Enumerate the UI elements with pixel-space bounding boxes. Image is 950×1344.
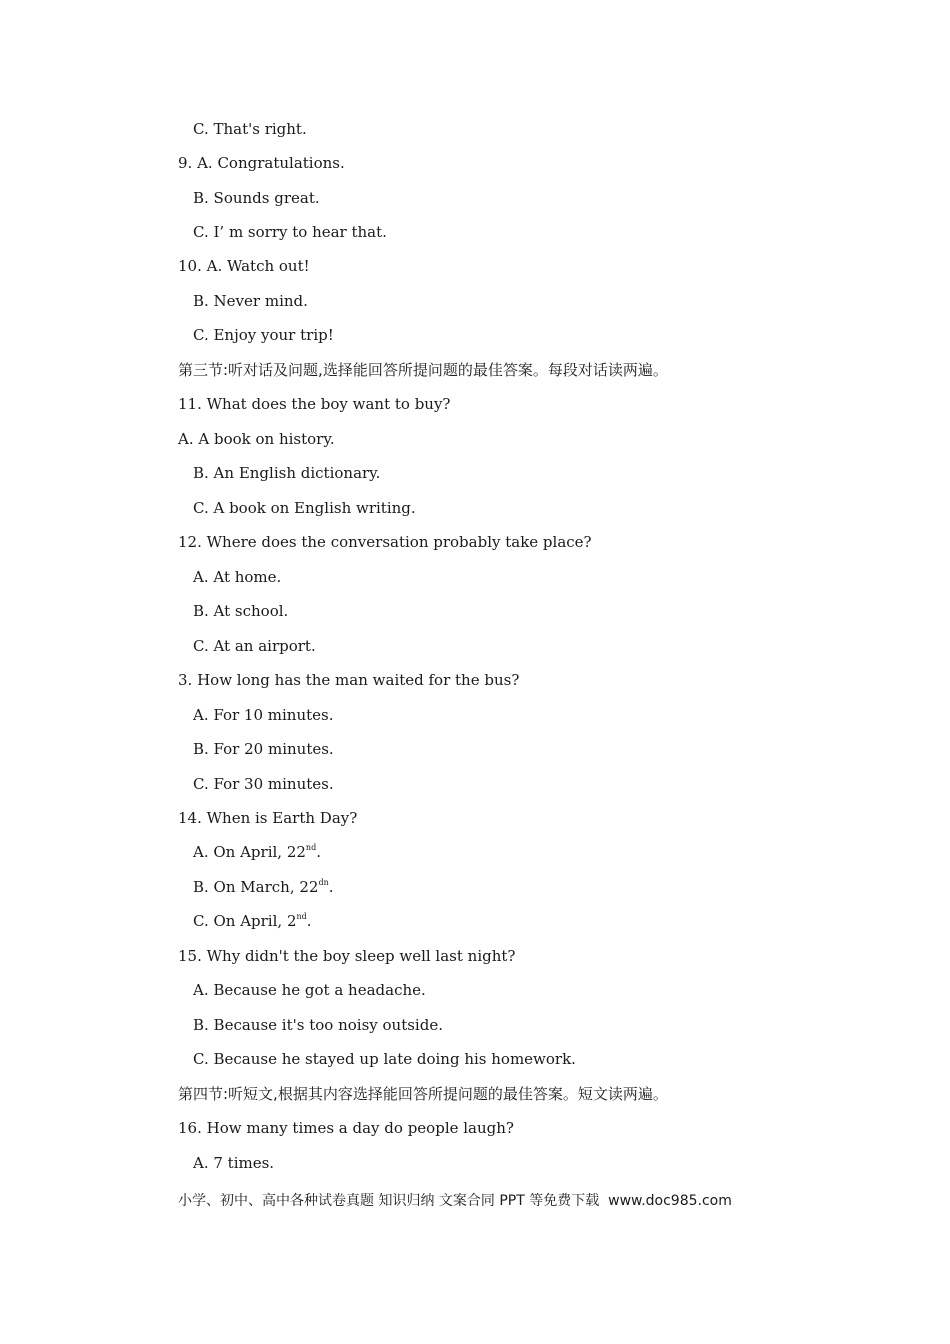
option-11b: B. An English dictionary. [193, 464, 381, 482]
question-11: 11. What does the boy want to buy? [178, 395, 451, 413]
option-15c: C. Because he stayed up late doing his homework. [193, 1050, 576, 1068]
question-9-option-a: 9. A. Congratulations. [178, 154, 345, 172]
option-15b: B. Because it's too noisy outside. [193, 1016, 443, 1034]
section-4-heading: 第四节:听短文,根据其内容选择能回答所提问题的最佳答案。短文读两遍。 [178, 1085, 668, 1103]
section-3-heading: 第三节:听对话及问题,选择能回答所提问题的最佳答案。每段对话读两遍。 [178, 361, 668, 379]
option-10c: C. Enjoy your trip! [193, 326, 334, 344]
option-14b: B. On March, $22^{dn}$. [193, 878, 334, 896]
option-16a: A. 7 times. [193, 1154, 275, 1172]
option-15a: A. Because he got a headache. [193, 981, 426, 999]
question-16: 16. How many times a day do people laugh? [178, 1119, 514, 1137]
option-8c: C. That's right. [193, 120, 307, 138]
option-13a: A. For 10 minutes. [193, 706, 334, 724]
option-10b: B. Never mind. [193, 292, 308, 310]
option-13c: C. For 30 minutes. [193, 775, 334, 793]
option-11a: A. A book on history. [178, 430, 335, 448]
option-12b: B. At school. [193, 602, 289, 620]
option-14a: A. On April, 22nd. [193, 843, 321, 861]
option-12c: C. At an airport. [193, 637, 316, 655]
question-13: 3. How long has the man waited for the bus? [178, 671, 520, 689]
question-10-option-a: 10. A. Watch out! [178, 257, 310, 275]
option-9b: B. Sounds great. [193, 189, 320, 207]
option-12a: A. At home. [193, 568, 282, 586]
question-14: 14. When is Earth Day? [178, 809, 358, 827]
question-15: 15. Why didn't the boy sleep well last night? [178, 947, 516, 965]
option-9c: C. I’ m sorry to hear that. [193, 223, 387, 241]
option-11c: C. A book on English writing. [193, 499, 416, 517]
question-12: 12. Where does the conversation probably take place? [178, 533, 592, 551]
option-13b: B. For 20 minutes. [193, 740, 334, 758]
option-14c: C. On April, 2nd. [193, 912, 312, 930]
page-footer: 小学、初中、高中各种试卷真题 知识归纳 文案合同 PPT 等免费下载 www.doc985.com [178, 1193, 732, 1209]
